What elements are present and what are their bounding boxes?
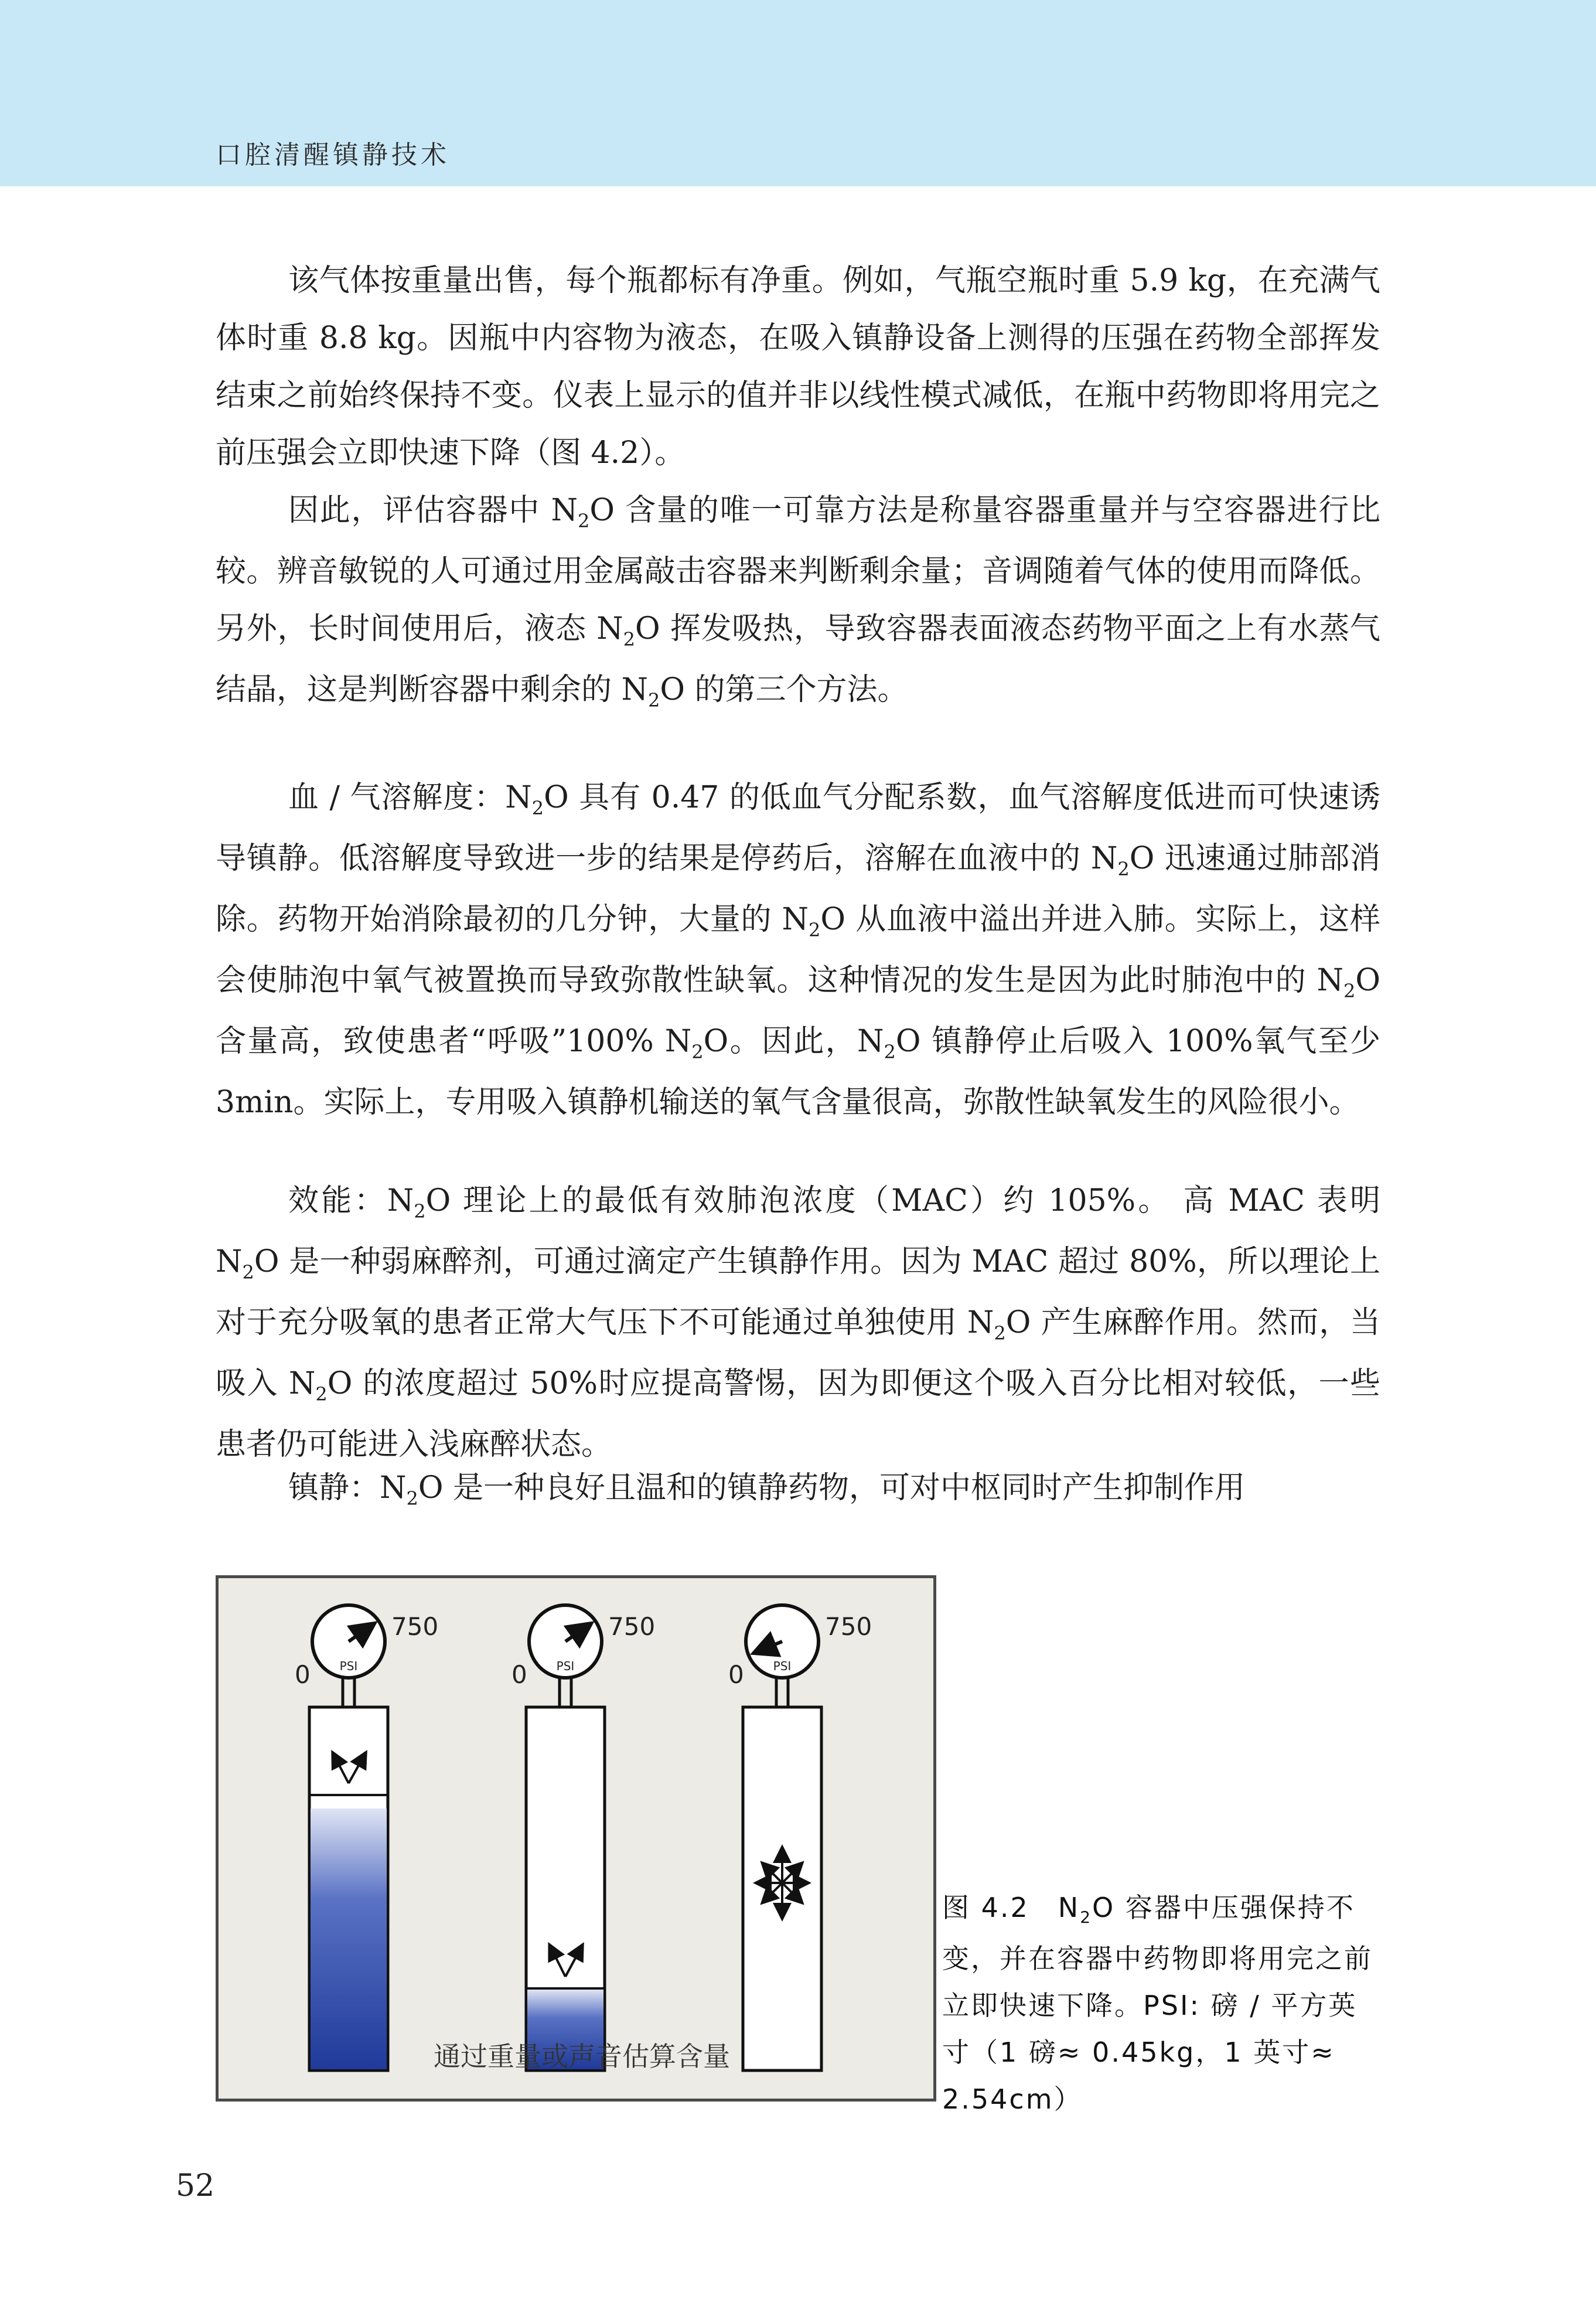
subscript: 2	[414, 1200, 426, 1222]
text-span: 镇静：N	[288, 1470, 407, 1506]
text-span: O 产生麻醉作用。然而，当吸入 N	[216, 1305, 1380, 1401]
caption-text: 图 4.2 N	[942, 1892, 1080, 1923]
gauge-min-label: 0	[728, 1660, 744, 1689]
subscript: 2	[577, 510, 590, 532]
cylinder-low	[526, 1605, 605, 2070]
gauge-max-label: 750	[391, 1612, 439, 1641]
gauge-min-label: 0	[511, 1660, 527, 1689]
text-span: O 的浓度超过 50%时应提高警惕，因为即便这个吸入百分比相对较低，一些患者仍可能进入浅麻醉状态。	[216, 1366, 1380, 1462]
text-span: O 具有 0.47 的低血气分配系数，血气溶解度低进而可快速诱导镇静。低溶解度导致进一步的结果是停药后，溶解在血液中的 N	[216, 780, 1380, 876]
running-header-title: 口腔清醒镇静技术	[216, 140, 450, 170]
subscript: 2	[1343, 980, 1356, 1002]
text-span: 血 / 气溶解度：N	[288, 780, 532, 815]
caption-text: O 容器中压强保持不变，并在容器中药物即将用完之前立即快速下降。PSI: 磅 / 平方英寸（1 磅≈ 0.45kg，1 英寸≈ 2.54cm）	[942, 1892, 1373, 2115]
paragraph-1	[216, 252, 1380, 482]
text-span: O 从血液中溢出并进入肺。实际上，这样会使肺泡中氧气被置换而导致弥散性缺氧。这种情况的发生是因为此时肺泡中的 N	[216, 902, 1380, 998]
text-span: 效能：N	[288, 1183, 414, 1218]
paragraph-5	[216, 1459, 1380, 1520]
liquid-level-full	[311, 1808, 387, 2069]
paragraph-4	[216, 1172, 1380, 1473]
subscript: 2	[242, 1261, 254, 1283]
figure-inner-caption: 通过重量或声音估算含量	[434, 2041, 730, 2072]
gauge-max-label: 750	[825, 1612, 872, 1641]
figure-caption	[942, 1884, 1382, 2123]
paragraph-1-text: 该气体按重量出售，每个瓶都标有净重。例如，气瓶空瓶时重 5.9 kg，在充满气体时重 8.8 kg。因瓶中内容物为液态，在吸入镇静设备上测得的压强在药物全部挥发结束之前始终保持不变。仪表上显示的值并非以线性模式减低，在瓶中药物即将用完之前压强会立即快速下降（图 4.2）。	[216, 263, 1380, 471]
gauge-min-label: 0	[295, 1660, 311, 1689]
gauge-unit-label: PSI	[339, 1659, 358, 1673]
text-span: O 含量高，致使患者“呼吸”100% N	[216, 963, 1380, 1059]
text-span: O 挥发吸热，导致容器表面液态药物平面之上有水蒸气结晶，这是判断容器中剩余的 N	[216, 611, 1380, 707]
cylinder-empty	[743, 1605, 821, 2070]
text-span: 因此，评估容器中 N	[288, 493, 578, 528]
subscript: 2	[1080, 1908, 1093, 1927]
text-span: O。因此，N	[703, 1024, 884, 1059]
text-span: O 迅速通过肺部消除。药物开始消除最初的几分钟，大量的 N	[216, 841, 1380, 937]
subscript: 2	[648, 689, 660, 711]
text-span: O 含量的唯一可靠方法是称量容器重量并与空容器进行比较。辨音敏锐的人可通过用金属敲击容器来判断剩余量；音调随着气体的使用而降低。另外，长时间使用后，液态 N	[216, 493, 1380, 646]
cylinder-diagram	[219, 1578, 933, 2099]
gauge-unit-label: PSI	[556, 1659, 575, 1673]
subscript: 2	[315, 1383, 328, 1405]
page-number: 52	[176, 2168, 215, 2203]
cylinder-full	[309, 1605, 388, 2070]
paragraph-2	[216, 482, 1380, 722]
subscript: 2	[623, 628, 635, 650]
gauge-max-label: 750	[608, 1612, 656, 1641]
subscript: 2	[406, 1487, 418, 1510]
subscript: 2	[808, 919, 821, 941]
text-span: O 是一种弱麻醉剂，可通过滴定产生镇静作用。因为 MAC 超过 80%，所以理论上对于充分吸氧的患者正常大气压下不可能通过单独使用 N	[216, 1244, 1380, 1340]
subscript: 2	[994, 1322, 1006, 1344]
figure-4-2	[216, 1575, 936, 2102]
paragraph-3	[216, 769, 1380, 1131]
text-span: O 镇静停止后吸入 100%氧气至少 3min。实际上，专用吸入镇静机输送的氧气含量很高，弥散性缺氧发生的风险很小。	[216, 1024, 1380, 1120]
text-span: O 的第三个方法。	[660, 672, 908, 707]
subscript: 2	[1117, 858, 1130, 880]
subscript: 2	[531, 797, 544, 819]
subscript: 2	[884, 1041, 896, 1063]
subscript: 2	[691, 1041, 704, 1063]
gauge-unit-label: PSI	[773, 1659, 792, 1673]
text-span: O 是一种良好且温和的镇静药物，可对中枢同时产生抑制作用	[418, 1470, 1246, 1506]
text-span: O 理论上的最低有效肺泡浓度（MAC）约 105%。 高 MAC 表明 N	[216, 1183, 1380, 1279]
